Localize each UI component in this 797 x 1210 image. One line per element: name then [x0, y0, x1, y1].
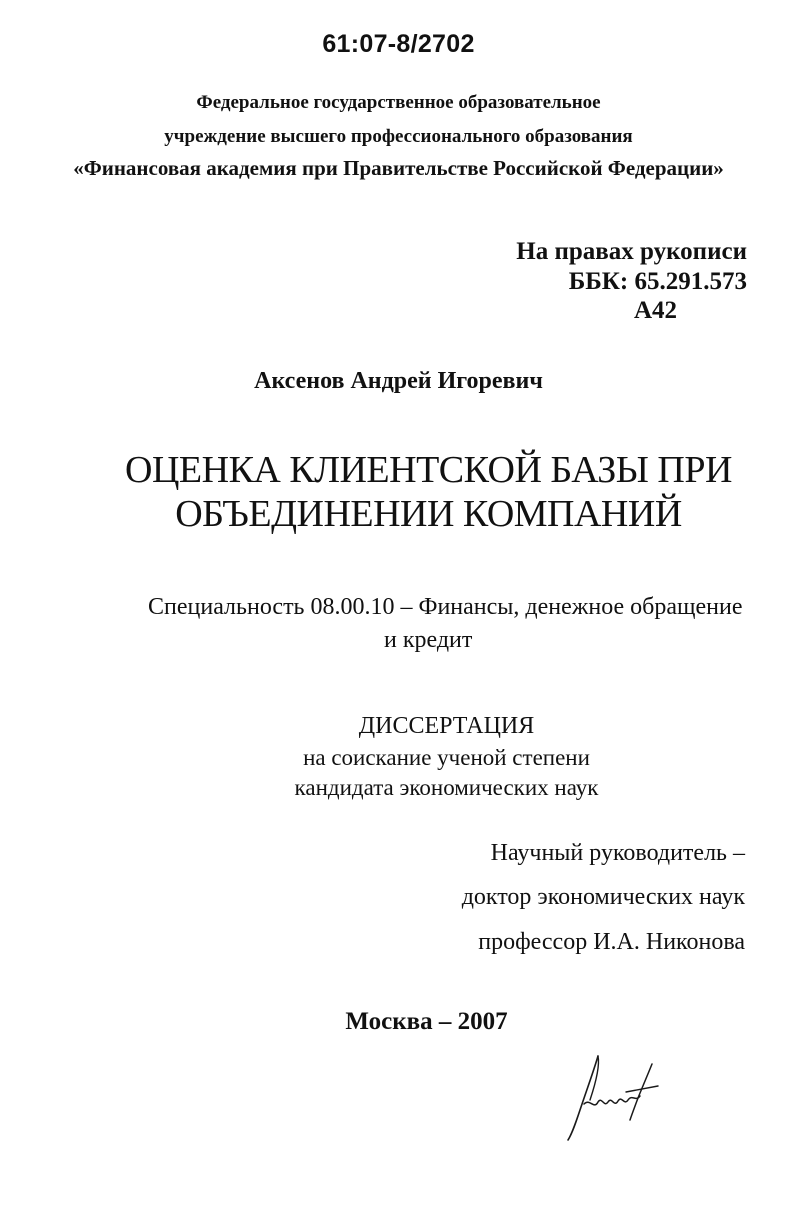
- institution-line-2: учреждение высшего профессионального образования: [164, 126, 633, 147]
- supervisor-label: Научный руководитель –: [490, 840, 745, 866]
- degree-line-2: кандидата экономических наук: [294, 775, 599, 800]
- institution-line-3: «Финансовая академия при Правительстве Российской Федерации»: [73, 156, 724, 180]
- manuscript-rights: На правах рукописи: [516, 238, 747, 265]
- dissertation-title: [0, 448, 797, 536]
- supervisor-name: профессор И.А. Никонова: [478, 929, 745, 955]
- author-index: А42: [633, 297, 677, 324]
- dissertation-heading: ДИССЕРТАЦИЯ: [358, 713, 535, 739]
- signature-mark: [560, 1052, 670, 1142]
- supervisor-degree: доктор экономических наук: [461, 884, 745, 910]
- title-line-1: ОЦЕНКА КЛИЕНТСКОЙ БАЗЫ ПРИ: [125, 449, 732, 491]
- bbk-code: ББК: 65.291.573: [568, 268, 747, 295]
- degree-line-1: на соискание ученой степени: [303, 745, 590, 770]
- title-line-2: ОБЪЕДИНЕНИИ КОМПАНИЙ: [175, 493, 682, 535]
- author-name: Аксенов Андрей Игоревич: [254, 368, 543, 394]
- registration-code: 61:07-8/2702: [322, 30, 475, 58]
- institution-line-1: Федеральное государственное образовательное: [196, 92, 601, 113]
- city-year: Москва – 2007: [345, 1008, 508, 1035]
- specialty-line-1: Специальность 08.00.10 – Финансы, денежное обращение: [148, 594, 743, 620]
- specialty-line-2: и кредит: [384, 627, 473, 653]
